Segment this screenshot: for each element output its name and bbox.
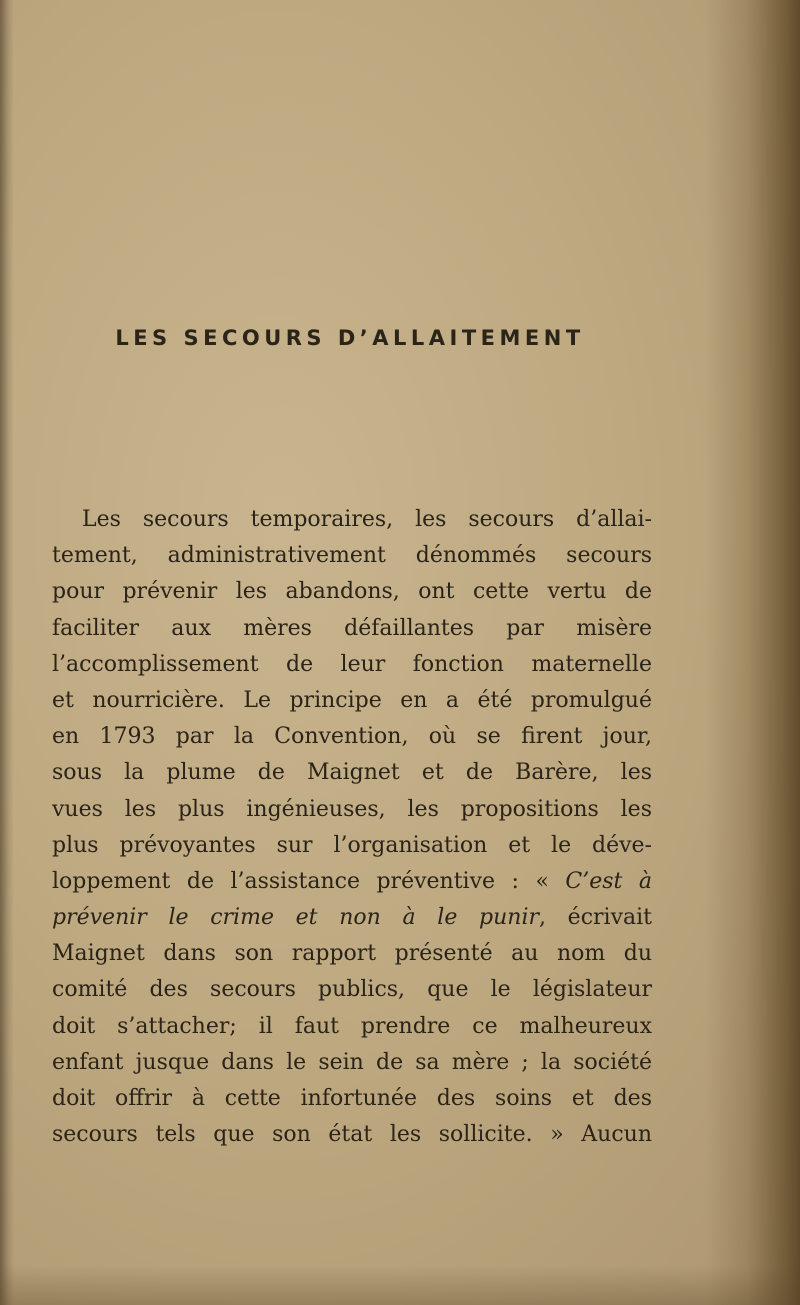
text-line: et nourricière. Le principe en a été promulgué: [52, 687, 652, 713]
text-segment: loppement de l’assistance préventive : «: [52, 868, 566, 894]
text-line: en 1793 par la Convention, où se firent jour,: [52, 724, 652, 750]
text-line: sous la plume de Maignet et de Barère, les: [52, 760, 652, 786]
text-line: Les secours temporaires, les secours d’allai-: [82, 507, 652, 532]
chapter-title: LES SECOURS D’ALLAITEMENT: [115, 326, 585, 350]
text-line-with-italic-quote: [52, 900, 652, 936]
italic-quote-segment: C’est à: [565, 868, 652, 894]
left-page-edge-shadow: [0, 0, 14, 1305]
text-line: vues les plus ingénieuses, les propositions les: [52, 796, 652, 822]
body-paragraph: [52, 502, 652, 1153]
text-line: faciliter aux mères défaillantes par misère: [52, 615, 652, 641]
text-line-with-quote-start: [52, 864, 652, 900]
text-line: comité des secours publics, que le législateur: [52, 977, 652, 1003]
text-line: l’accomplissement de leur fonction maternelle: [52, 651, 652, 677]
text-line: Maignet dans son rapport présenté au nom du: [52, 941, 652, 967]
text-line: plus prévoyantes sur l’organisation et le déve-: [52, 832, 652, 858]
text-line: doit offrir à cette infortunée des soins et des: [52, 1086, 652, 1111]
right-binding-shadow: [705, 0, 800, 1305]
text-line: enfant jusque dans le sein de sa mère ; la société: [52, 1049, 652, 1075]
text-line: doit s’attacher; il faut prendre ce malheureux: [52, 1013, 652, 1039]
text-segment: , écrivait: [539, 905, 652, 931]
text-line: tement, administrativement dénommés secours: [52, 543, 652, 569]
bottom-page-edge-shadow: [0, 1265, 800, 1305]
text-line: pour prévenir les abandons, ont cette vertu de: [52, 579, 652, 605]
italic-quote-segment: prévenir le crime et non à le punir: [52, 905, 539, 931]
text-line: secours tels que son état les sollicite. » Aucun: [52, 1122, 652, 1148]
